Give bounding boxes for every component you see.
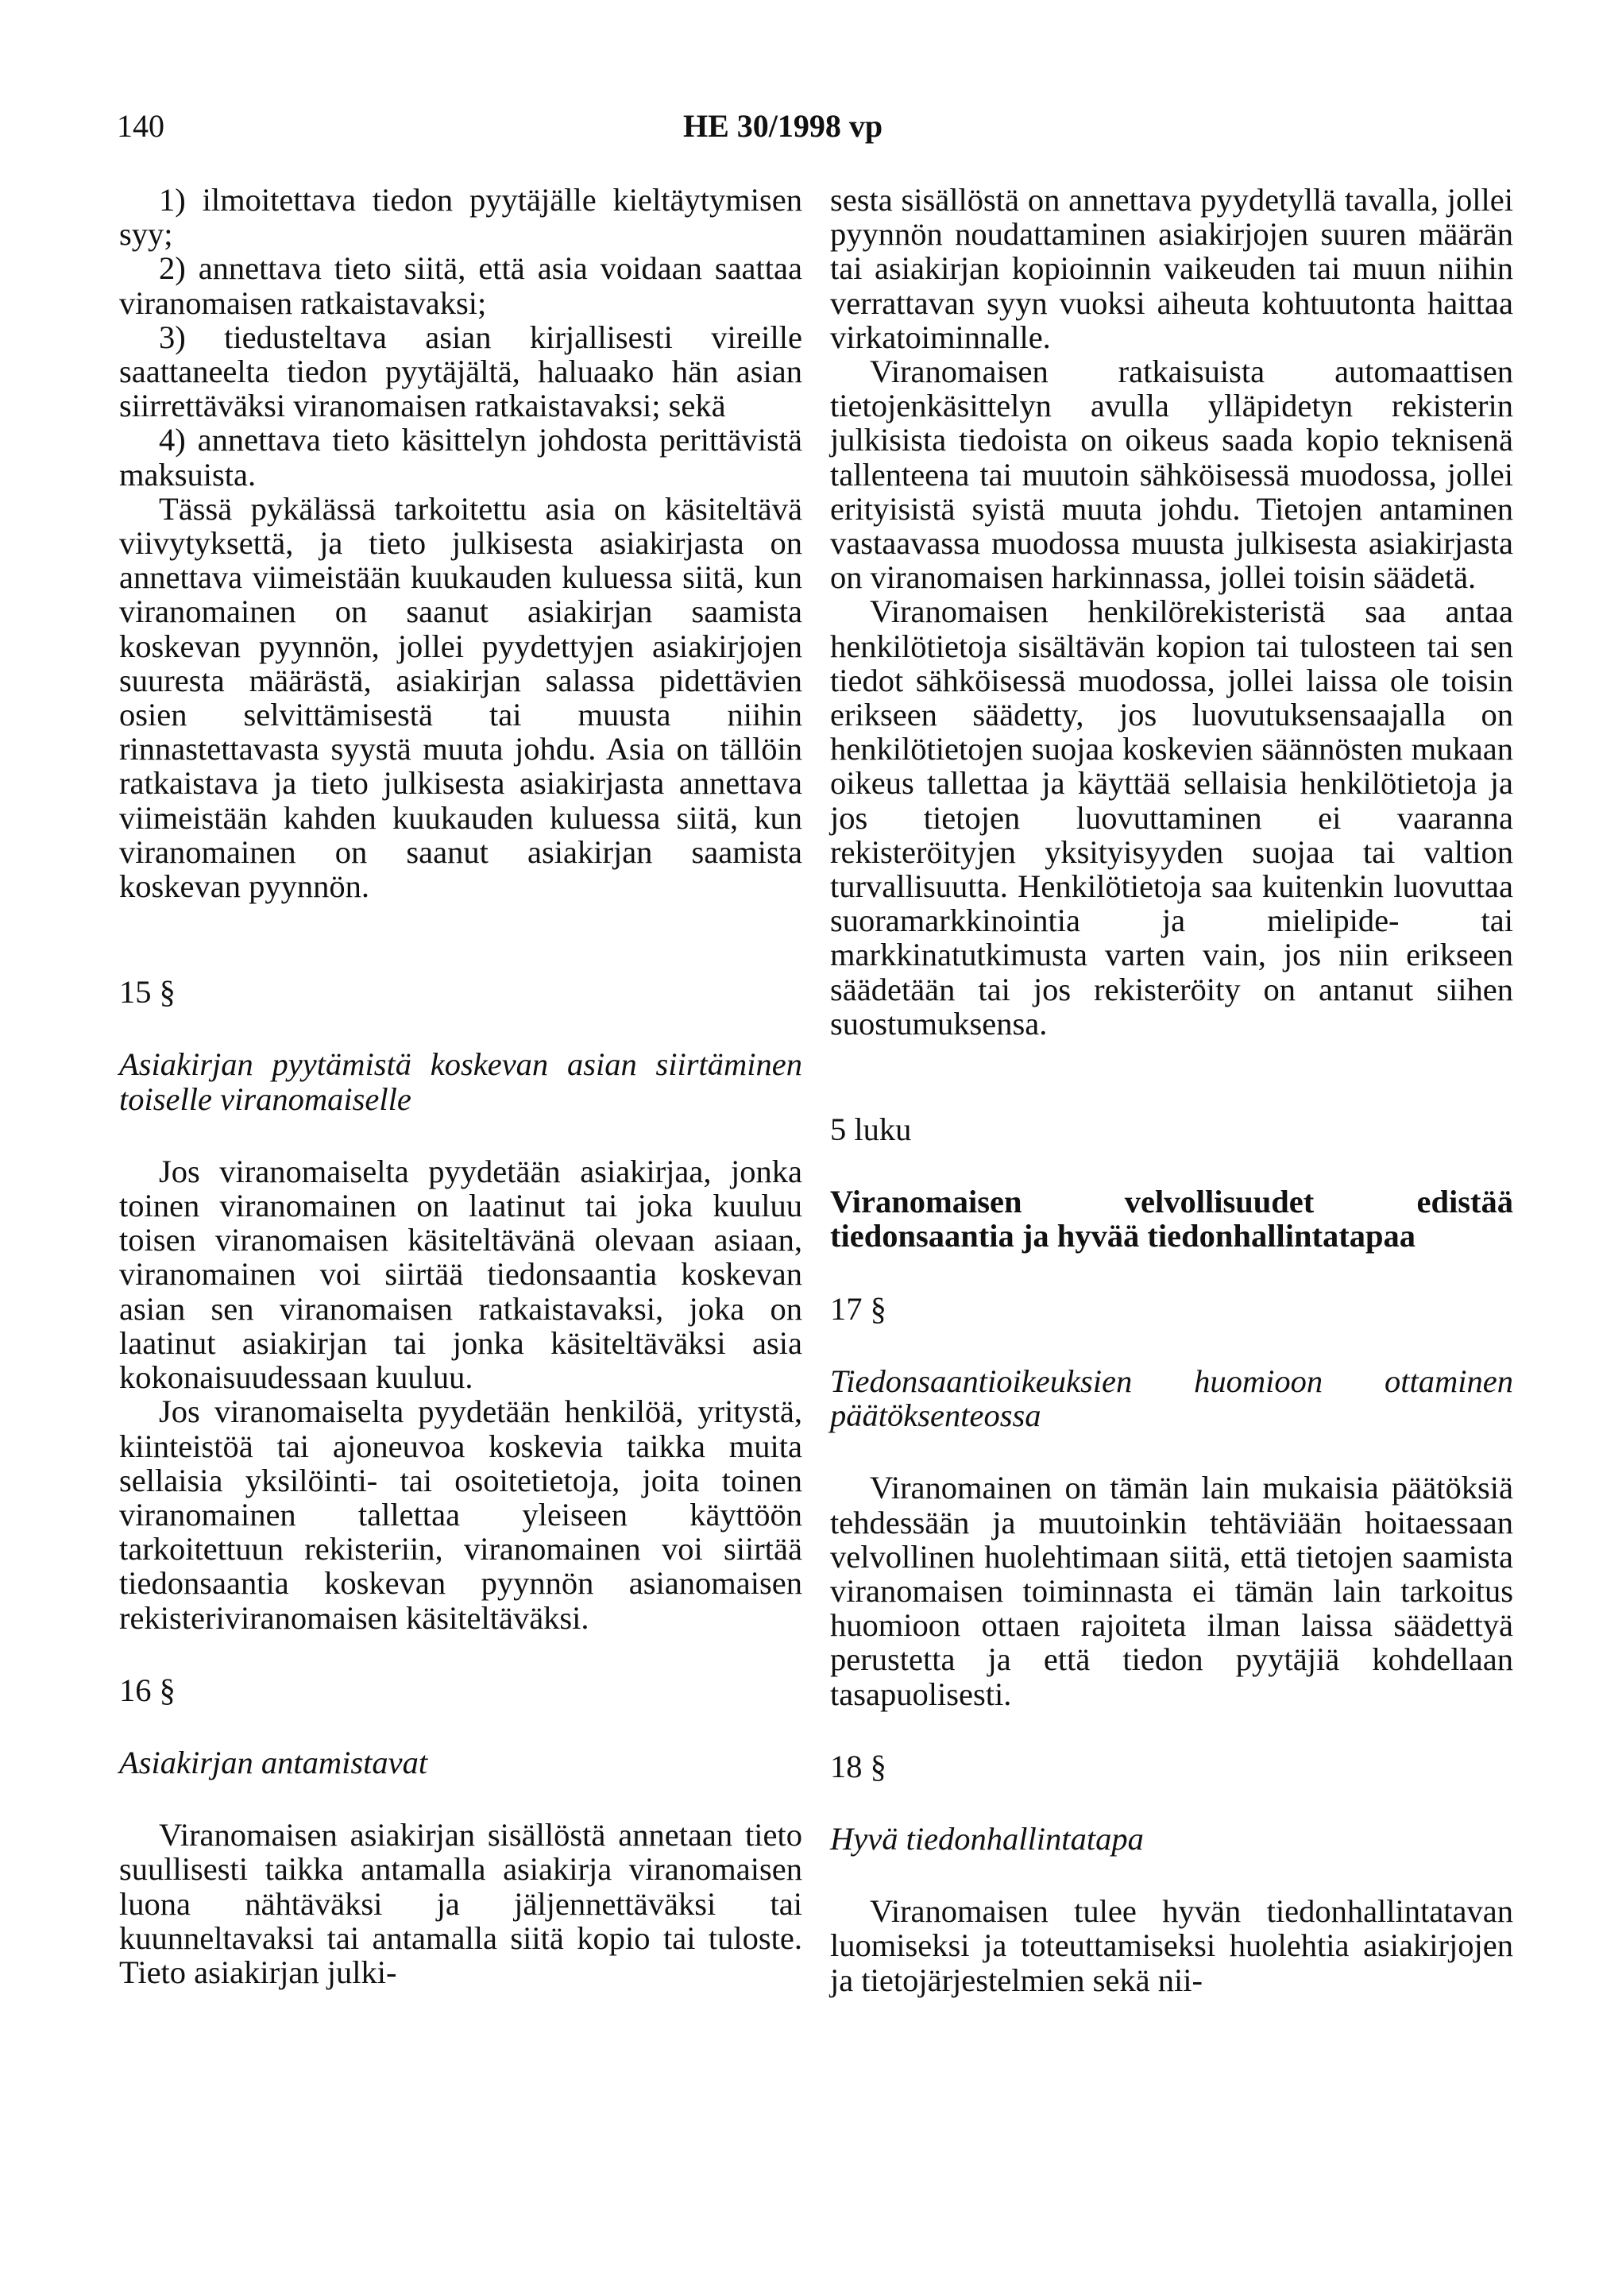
section-number-16: 16 § — [119, 1672, 176, 1708]
continued-paragraph: sesta sisällöstä on annettava pyydetyllä tavalla, jollei pyynnön noudattaminen asiakirjojen suuren määrän tai asiakirjan kopioinnin vaikeuden tai muun niihin verrattavan syyn vuoksi aiheuta kohtuutonta haittaa virkatoiminnalle. — [830, 182, 1513, 355]
list-item-1: 1) ilmoitettava tiedon pyytäjälle kieltäytymisen syy; — [119, 182, 802, 253]
right-column — [830, 183, 1513, 1997]
section-title-16: Asiakirjan antamistavat — [119, 1744, 428, 1780]
section-15-paragraph-2: Jos viranomaiselta pyydetään henkilöä, yritystä, kiinteistöä tai ajoneuvoa koskevia taikka muita sellaisia yksilöinti- tai osoitetietoja, joita toinen viranomainen tallettaa yleiseen käyttöön tarkoitettuun rekisteriin, viranomainen voi siirtää tiedonsaantia koskevan pyynnön asianomaisen rekisteriviranomaisen käsiteltäväksi. — [119, 1393, 802, 1636]
list-item-2: 2) annettava tieto siitä, että asia voidaan saattaa viranomaisen ratkaistavaksi; — [119, 250, 802, 321]
section-number-15: 15 § — [119, 974, 176, 1011]
section-title-15: Asiakirjan pyytämistä koskevan asian siirtäminen toiselle viranomaiselle — [119, 1046, 802, 1117]
section-number-18: 18 § — [830, 1748, 886, 1784]
left-column — [119, 183, 802, 1989]
section-17-paragraph-1: Viranomainen on tämän lain mukaisia päätöksiä tehdessään ja muutoinkin tehtäviään hoitaessaan velvollinen huolehtimaan siitä, että tietojen saamista viranomaisen toiminnasta ei tämän lain tarkoitus huomioon ottaen rajoiteta ilman laissa säädettyä perustetta ja että tiedon pyytäjiä kohdellaan tasapuolisesti. — [830, 1470, 1513, 1712]
section-number-17: 17 § — [830, 1290, 886, 1327]
running-head: HE 30/1998 vp — [683, 108, 883, 144]
paragraph: Viranomaisen henkilörekisteristä saa antaa henkilötietoja sisältävän kopion tai tulosteen tai sen tiedot sähköisessä muodossa, jollei laissa ole toisin erikseen säädetty, jos luovutuksensaajalla on henkilötietojen suojaa koskevien säännösten mukaan oikeus tallettaa ja käyttää sellaisia henkilötietoja ja jos tietojen luovuttaminen ei vaaranna rekisteröityjen yksityisyyden suojaa tai valtion turvallisuutta. Henkilötietoja saa kuitenkin luovuttaa suoramarkkinointia ja mielipide- tai markkinatutkimusta varten vain, jos niin erikseen säädetään tai jos rekisteröity on antanut siihen suostumuksensa. — [830, 593, 1513, 1042]
chapter-title: Viranomaisen velvollisuudet edistää tiedonsaantia ja hyvää tiedonhallintatapaa — [830, 1184, 1513, 1254]
paragraph: Viranomaisen ratkaisuista automaattisen tietojenkäsittelyn avulla ylläpidetyn rekisterin julkisista tiedoista on oikeus saada kopio teknisenä tallenteena tai muutoin sähköisessä muodossa, jollei erityisistä syistä muuta johdu. Tietojen antaminen vastaavassa muodossa muusta julkisesta asiakirjasta on viranomaisen harkinnassa, jollei toisin säädetä. — [830, 354, 1513, 596]
list-item-4: 4) annettava tieto käsittelyn johdosta perittävistä maksuista. — [119, 422, 802, 493]
section-title-17: Tiedonsaantioikeuksien huomioon ottaminen päätöksenteossa — [830, 1363, 1513, 1434]
paragraph: Tässä pykälässä tarkoitettu asia on käsiteltävä viivytyksettä, ja tieto julkisesta asiakirjasta on annettava viimeistään kuukauden kuluessa siitä, kun viranomainen on saanut asiakirjan saamista koskevan pyynnön, jollei pyydettyjen asiakirjojen suuresta määrästä, asiakirjan salassa pidettävien osien selvittämisestä tai muusta niihin rinnastettavasta syystä muuta johdu. Asia on tällöin ratkaistava ja tieto julkisesta asiakirjasta annettava viimeistään kahden kuukauden kuluessa siitä, kun viranomainen on saanut asiakirjan saamista koskevan pyynnön. — [119, 490, 802, 905]
section-15-paragraph-1: Jos viranomaiselta pyydetään asiakirjaa, jonka toinen viranomainen on laatinut tai joka kuuluu toisen viranomaisen käsiteltävänä olevaan asiaan, viranomainen voi siirtää tiedonsaantia koskevan asian sen viranomaisen ratkaistavaksi, joka on laatinut asiakirjan tai jonka käsiteltäväksi asia kokonaisuudessaan kuuluu. — [119, 1153, 802, 1396]
section-title-18: Hyvä tiedonhallintatapa — [830, 1820, 1144, 1857]
list-item-3: 3) tiedusteltava asian kirjallisesti vireille saattaneelta tiedon pyytäjältä, haluaako hän asian siirrettäväksi viranomaisen ratkaistavaksi; sekä — [119, 319, 802, 424]
page-number: 140 — [117, 108, 164, 144]
chapter-number: 5 luku — [830, 1111, 912, 1148]
section-18-paragraph-1: Viranomaisen tulee hyvän tiedonhallintatavan luomiseksi ja toteuttamiseksi huolehtia asiakirjojen ja tietojärjestelmien sekä nii- — [830, 1893, 1513, 1998]
section-16-paragraph-1: Viranomaisen asiakirjan sisällöstä annetaan tieto suullisesti taikka antamalla asiakirja viranomaisen luona nähtäväksi ja jäljennettäväksi tai kuunneltavaksi tai antamalla siitä kopio tai tuloste. Tieto asiakirjan julki- — [119, 1817, 802, 1990]
